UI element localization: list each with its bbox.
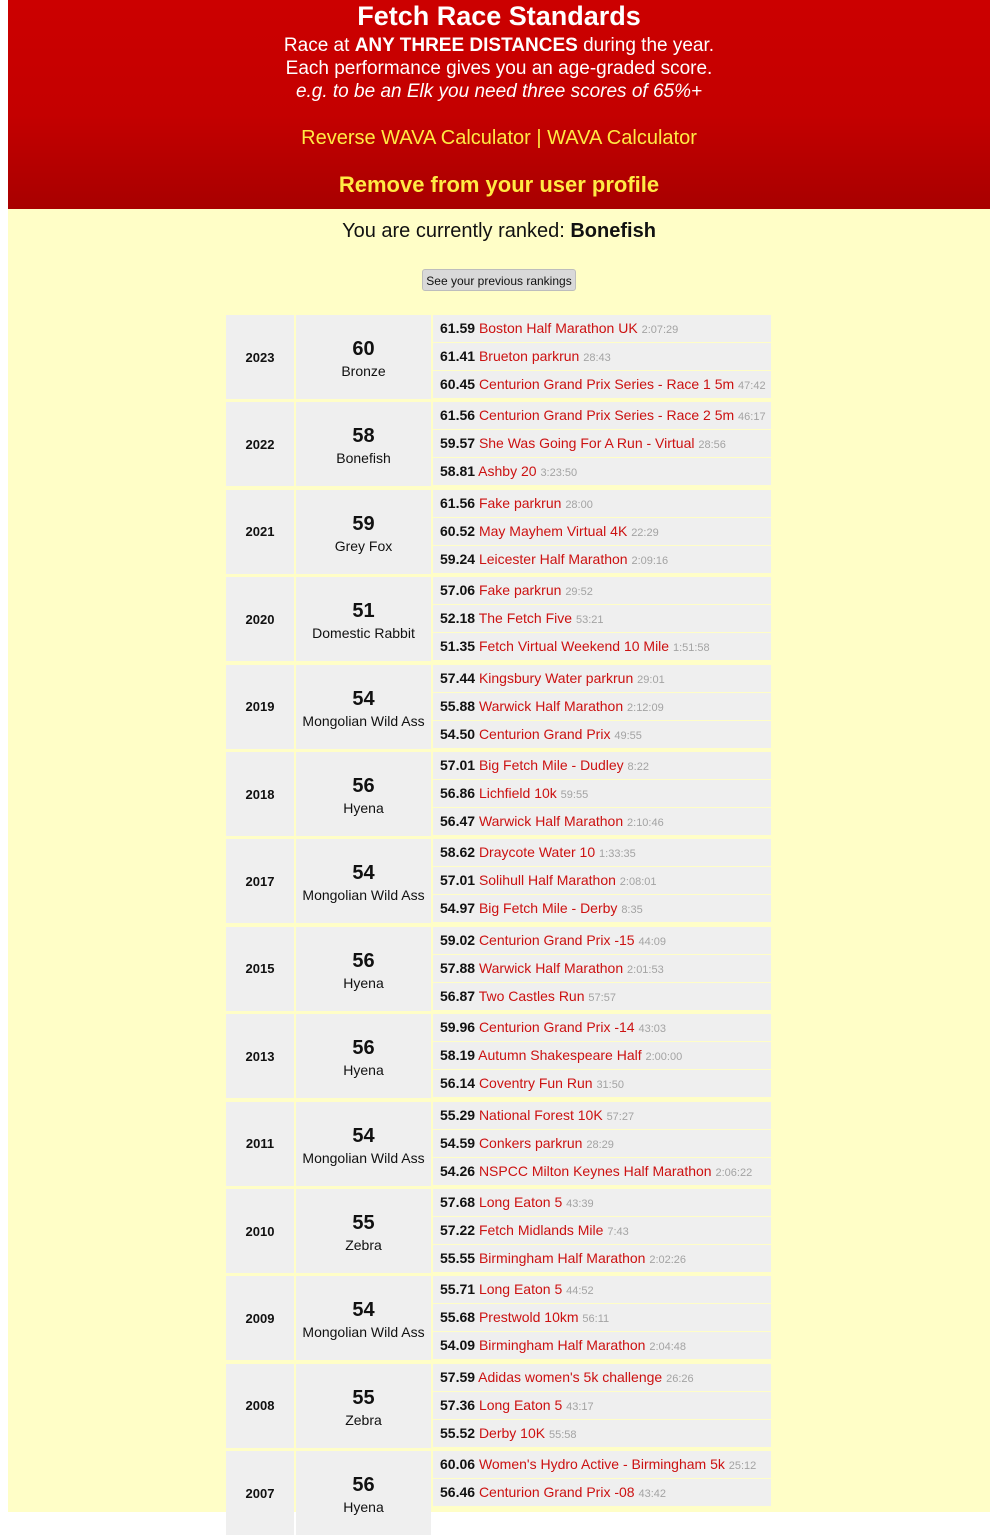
race-time: 43:39 (566, 1198, 594, 1210)
year-row (224, 1100, 774, 1186)
performance-score: 57.44 (440, 669, 476, 686)
year-rank-name: Grey Fox (334, 537, 393, 554)
performance-row (433, 1102, 771, 1129)
performance-row (433, 343, 771, 370)
performance-score: 56.87 (440, 987, 476, 1004)
race-time: 56:11 (582, 1313, 610, 1326)
race-time: 8:22 (627, 761, 649, 773)
performance-score: 57.68 (440, 1194, 476, 1210)
race-link[interactable]: Derby 10K (478, 1424, 546, 1441)
year-rank-name: Mongolian Wild Ass (302, 887, 425, 904)
performance-row (433, 1042, 771, 1069)
performance-score: 58.62 (440, 844, 476, 861)
race-link[interactable]: Boston Half Marathon UK (478, 320, 638, 336)
performance-score: 51.35 (440, 638, 476, 655)
rank-cell (296, 1276, 431, 1360)
race-time: 57:57 (588, 991, 616, 1004)
performances-cell (433, 402, 773, 486)
performances-cell (433, 839, 773, 923)
performance-row (433, 927, 771, 954)
race-time: 57:27 (606, 1110, 635, 1123)
race-link[interactable]: Warwick Half Marathon (478, 813, 624, 829)
performance-row (433, 315, 771, 342)
race-time: 2:12:09 (627, 701, 664, 714)
race-link[interactable]: Autumn Shakespeare Half (478, 1047, 642, 1064)
performance-row (433, 1189, 771, 1216)
year-row (224, 837, 774, 923)
page-title: Fetch Race Standards (357, 1, 641, 31)
performance-row (433, 1158, 771, 1185)
race-time: 43:17 (566, 1400, 594, 1413)
race-link[interactable]: Birmingham Half Marathon (478, 1250, 646, 1266)
year-cell: 2020 (226, 577, 294, 661)
year-score: 51 (352, 600, 375, 623)
performance-row (433, 1014, 771, 1041)
performances-cell (433, 1451, 773, 1535)
year-score: 56 (352, 1474, 375, 1497)
race-link[interactable]: Fetch Virtual Weekend 10 Mile (478, 638, 670, 655)
performance-row (433, 458, 771, 485)
race-time: 22:29 (631, 526, 659, 539)
intro-line-1: Race at ANY THREE DISTANCES during the year. (283, 35, 715, 56)
remove-from-profile-link[interactable]: Remove from your user profile (338, 172, 660, 197)
rank-cell (296, 752, 431, 836)
race-link[interactable]: Fake parkrun (478, 582, 562, 599)
year-score: 54 (352, 1124, 375, 1147)
year-cell: 2007 (226, 1451, 294, 1535)
year-row (224, 400, 774, 486)
year-row (224, 1012, 774, 1098)
header-banner (8, 0, 990, 209)
performance-score: 57.22 (440, 1222, 476, 1238)
performance-row (433, 1479, 771, 1506)
rank-cell (296, 315, 431, 399)
race-time: 2:09:16 (631, 554, 669, 567)
year-cell: 2010 (226, 1189, 294, 1273)
race-time: 2:01:53 (627, 963, 664, 976)
performance-row (433, 1070, 771, 1097)
performance-row (433, 371, 771, 398)
year-score: 55 (352, 1212, 375, 1234)
performance-score: 56.46 (440, 1484, 476, 1501)
performance-row (433, 752, 771, 779)
performance-score: 54.59 (440, 1134, 476, 1151)
performance-score: 57.88 (440, 959, 476, 976)
race-time: 2:00:00 (645, 1051, 683, 1064)
year-score: 56 (352, 775, 375, 797)
race-time: 43:42 (638, 1488, 666, 1501)
race-link[interactable]: Two Castles Run (478, 987, 585, 1004)
race-link[interactable]: Long Eaton 5 (478, 1281, 563, 1298)
performances-cell (433, 1276, 773, 1360)
race-link[interactable]: Fake parkrun (478, 494, 562, 511)
year-row (224, 1449, 774, 1535)
year-cell: 2015 (226, 927, 294, 1011)
year-rank-name: Mongolian Wild Ass (302, 1149, 425, 1166)
performance-score: 57.36 (440, 1396, 476, 1413)
year-row (224, 663, 774, 749)
year-cell: 2023 (226, 315, 294, 399)
year-rank-name: Mongolian Wild Ass (302, 1324, 425, 1341)
year-rank-name: Zebra (345, 1411, 382, 1428)
race-link[interactable]: Brueton parkrun (478, 348, 580, 364)
performance-score: 57.06 (440, 582, 476, 599)
performance-score: 54.26 (440, 1162, 476, 1179)
rank-cell (296, 577, 431, 661)
race-link[interactable]: She Was Going For A Run - Virtual (478, 435, 695, 452)
performances-cell (433, 577, 773, 661)
rank-cell (296, 1364, 431, 1448)
intro-example: e.g. to be an Elk you need three scores of 65%+ (295, 81, 703, 102)
year-cell: 2022 (226, 402, 294, 486)
race-link[interactable]: Centurion Grand Prix -15 (478, 931, 635, 948)
race-time: 53:21 (575, 614, 604, 627)
race-time: 1:51:58 (672, 642, 710, 655)
race-time: 2:07:29 (641, 324, 679, 336)
race-time: 28:00 (565, 498, 593, 511)
performance-score: 55.88 (440, 697, 476, 714)
performance-score: 56.14 (440, 1075, 476, 1092)
performance-row (433, 518, 771, 545)
year-row (224, 313, 774, 399)
year-score: 60 (352, 338, 375, 360)
year-rank-name: Hyena (343, 1499, 384, 1516)
race-time: 44:09 (638, 935, 666, 948)
race-time: 1:33:35 (599, 848, 636, 861)
performance-row (433, 839, 771, 866)
race-link[interactable]: Prestwold 10km (478, 1309, 579, 1326)
previous-rankings-button[interactable]: See your previous rankings (422, 269, 576, 291)
race-time: 2:06:22 (715, 1166, 753, 1179)
race-link[interactable]: Fetch Midlands Mile (478, 1222, 604, 1238)
race-time: 2:02:26 (649, 1254, 687, 1266)
performance-score: 61.59 (440, 320, 476, 336)
year-score: 54 (352, 687, 375, 710)
race-time: 26:26 (666, 1372, 694, 1385)
rank-cell (296, 665, 431, 749)
performance-score: 59.24 (440, 550, 476, 567)
performance-score: 60.45 (440, 376, 476, 392)
race-link[interactable]: Draycote Water 10 (478, 844, 596, 861)
rank-cell (296, 1451, 431, 1535)
performance-row (433, 1392, 771, 1419)
performance-score: 60.06 (440, 1456, 476, 1473)
race-time: 7:43 (607, 1226, 629, 1238)
performances-cell (433, 1364, 773, 1448)
race-time: 2:10:46 (627, 817, 664, 829)
race-link[interactable]: Coventry Fun Run (478, 1075, 593, 1092)
race-link[interactable]: Big Fetch Mile - Derby (478, 900, 618, 917)
performances-cell (433, 927, 773, 1011)
race-time: 55:58 (548, 1428, 577, 1441)
performance-row (433, 1364, 771, 1391)
year-score: 56 (352, 949, 375, 972)
performance-score: 55.52 (440, 1424, 476, 1441)
race-link[interactable]: Centurion Grand Prix Series - Race 2 5m (478, 407, 735, 424)
performance-row (433, 983, 771, 1010)
performance-score: 57.01 (440, 757, 476, 773)
race-link[interactable]: Centurion Grand Prix (478, 725, 611, 742)
race-link[interactable]: Long Eaton 5 (478, 1194, 563, 1210)
performance-row (433, 430, 771, 457)
performances-cell (433, 1189, 773, 1273)
race-link[interactable]: The Fetch Five (478, 610, 573, 627)
race-link[interactable]: Warwick Half Marathon (478, 697, 624, 714)
performance-row (433, 490, 771, 517)
performance-row (433, 693, 771, 720)
reverse-wava-link[interactable]: Reverse WAVA Calculator (301, 127, 531, 149)
year-row (224, 575, 774, 661)
link-separator: | (536, 127, 542, 149)
rank-cell (296, 402, 431, 486)
performance-row (433, 633, 771, 660)
performance-row (433, 1217, 771, 1244)
performance-score: 59.96 (440, 1019, 476, 1036)
year-score: 54 (352, 1299, 375, 1322)
year-score: 58 (352, 425, 375, 448)
race-time: 2:08:01 (619, 876, 657, 889)
intro-line-2: Each performance gives you an age-graded score. (285, 58, 713, 79)
performance-score: 61.56 (440, 494, 476, 511)
race-link[interactable]: Birmingham Half Marathon (478, 1337, 646, 1354)
performance-score: 57.01 (440, 872, 476, 889)
performance-row (433, 665, 771, 692)
performance-score: 56.47 (440, 813, 476, 829)
performance-row (433, 1276, 771, 1303)
performance-score: 56.86 (440, 785, 476, 801)
year-score: 56 (352, 1037, 375, 1060)
race-time: 29:01 (637, 673, 665, 686)
performance-score: 59.57 (440, 435, 476, 452)
race-time: 3:23:50 (540, 467, 578, 480)
performance-score: 54.50 (440, 725, 476, 742)
performance-row (433, 1451, 771, 1478)
performance-row (433, 808, 771, 835)
performance-score: 57.59 (440, 1368, 476, 1385)
race-link[interactable]: Centurion Grand Prix Series - Race 1 5m (478, 376, 735, 392)
race-link[interactable]: Centurion Grand Prix -08 (478, 1484, 635, 1501)
performances-cell (433, 1014, 773, 1098)
performance-row (433, 1245, 771, 1272)
year-cell: 2017 (226, 839, 294, 923)
calculator-links (8, 126, 990, 150)
year-rank-name: Mongolian Wild Ass (302, 712, 425, 729)
race-time: 28:43 (583, 352, 611, 364)
performance-score: 52.18 (440, 610, 476, 627)
performance-row (433, 1130, 771, 1157)
year-cell: 2009 (226, 1276, 294, 1360)
race-link[interactable]: Big Fetch Mile - Dudley (478, 757, 624, 773)
year-row (224, 1274, 774, 1360)
race-time: 46:17 (738, 411, 766, 424)
race-time: 43:03 (638, 1023, 666, 1036)
rank-cell (296, 927, 431, 1011)
race-time: 29:52 (565, 586, 593, 599)
year-rank-name: Bronze (341, 363, 386, 379)
performance-row (433, 721, 771, 748)
year-rank-name: Hyena (343, 974, 384, 991)
race-time: 2:04:48 (649, 1341, 687, 1354)
year-row (224, 925, 774, 1011)
performance-score: 55.71 (440, 1281, 476, 1298)
race-time: 28:29 (586, 1138, 614, 1151)
year-row (224, 1187, 774, 1273)
year-cell: 2011 (226, 1102, 294, 1186)
rank-cell (296, 490, 431, 574)
performances-cell (433, 315, 773, 399)
race-time: 25:12 (728, 1460, 757, 1473)
performance-score: 60.52 (440, 522, 476, 539)
race-time: 59:55 (560, 789, 589, 801)
performance-row (433, 1304, 771, 1331)
performances-cell (433, 665, 773, 749)
performance-row (433, 1420, 771, 1447)
race-link[interactable]: Ashby 20 (478, 463, 537, 480)
performance-score: 59.02 (440, 931, 476, 948)
performance-row (433, 955, 771, 982)
race-link[interactable]: Kingsbury Water parkrun (478, 669, 634, 686)
year-row (224, 750, 774, 836)
current-ranking (8, 218, 990, 244)
year-row (224, 488, 774, 574)
race-link[interactable]: Warwick Half Marathon (478, 959, 624, 976)
performance-score: 54.97 (440, 900, 476, 917)
race-time: 49:55 (614, 729, 642, 742)
rank-cell (296, 1189, 431, 1273)
race-link[interactable]: Long Eaton 5 (478, 1396, 563, 1413)
performances-cell (433, 490, 773, 574)
race-link[interactable]: Women's Hydro Active - Birmingham 5k (478, 1456, 725, 1473)
year-cell: 2013 (226, 1014, 294, 1098)
ranking-prefix: You are currently ranked: (342, 220, 565, 242)
performance-row (433, 577, 771, 604)
year-rank-name: Zebra (345, 1237, 382, 1253)
race-link[interactable]: May Mayhem Virtual 4K (478, 522, 628, 539)
performance-score: 54.09 (440, 1337, 476, 1354)
performance-row (433, 546, 771, 573)
race-time: 28:56 (698, 439, 726, 452)
performance-row (433, 1332, 771, 1359)
race-link[interactable]: Leicester Half Marathon (478, 550, 628, 567)
year-cell: 2008 (226, 1364, 294, 1448)
performance-score: 58.19 (440, 1047, 476, 1064)
year-score: 59 (352, 512, 375, 535)
performance-row (433, 605, 771, 632)
performances-cell (433, 1102, 773, 1186)
year-cell: 2019 (226, 665, 294, 749)
performance-score: 61.56 (440, 407, 476, 424)
year-row (224, 1362, 774, 1448)
year-rank-name: Hyena (343, 1062, 384, 1079)
race-link[interactable]: Lichfield 10k (478, 785, 557, 801)
performance-score: 58.81 (440, 463, 476, 480)
performance-row (433, 780, 771, 807)
performance-score: 61.41 (440, 348, 476, 364)
performance-row (433, 895, 771, 922)
race-link[interactable]: Centurion Grand Prix -14 (478, 1019, 635, 1036)
year-score: 54 (352, 862, 375, 885)
race-link[interactable]: Conkers parkrun (478, 1134, 583, 1151)
performance-score: 55.55 (440, 1250, 476, 1266)
race-time: 47:42 (738, 380, 766, 392)
year-rank-name: Domestic Rabbit (312, 625, 415, 642)
race-link[interactable]: Adidas women's 5k challenge (478, 1368, 663, 1385)
current-rank-name: Bonefish (570, 220, 656, 242)
performance-score: 55.29 (440, 1106, 476, 1123)
year-cell: 2018 (226, 752, 294, 836)
rank-cell (296, 1014, 431, 1098)
performance-row (433, 402, 771, 429)
race-link[interactable]: National Forest 10K (478, 1106, 603, 1123)
race-time: 44:52 (566, 1285, 594, 1298)
performance-row (433, 867, 771, 894)
performances-cell (433, 752, 773, 836)
year-rank-name: Bonefish (336, 450, 391, 467)
year-rank-name: Hyena (343, 800, 384, 816)
race-link[interactable]: Solihull Half Marathon (478, 872, 616, 889)
year-cell: 2021 (226, 490, 294, 574)
race-time: 8:35 (621, 904, 643, 917)
performance-score: 55.68 (440, 1309, 476, 1326)
year-score: 55 (352, 1386, 375, 1409)
rank-cell (296, 839, 431, 923)
wava-calculator-link[interactable]: WAVA Calculator (547, 127, 697, 149)
rank-cell (296, 1102, 431, 1186)
race-time: 31:50 (596, 1079, 624, 1092)
race-link[interactable]: NSPCC Milton Keynes Half Marathon (478, 1162, 712, 1179)
